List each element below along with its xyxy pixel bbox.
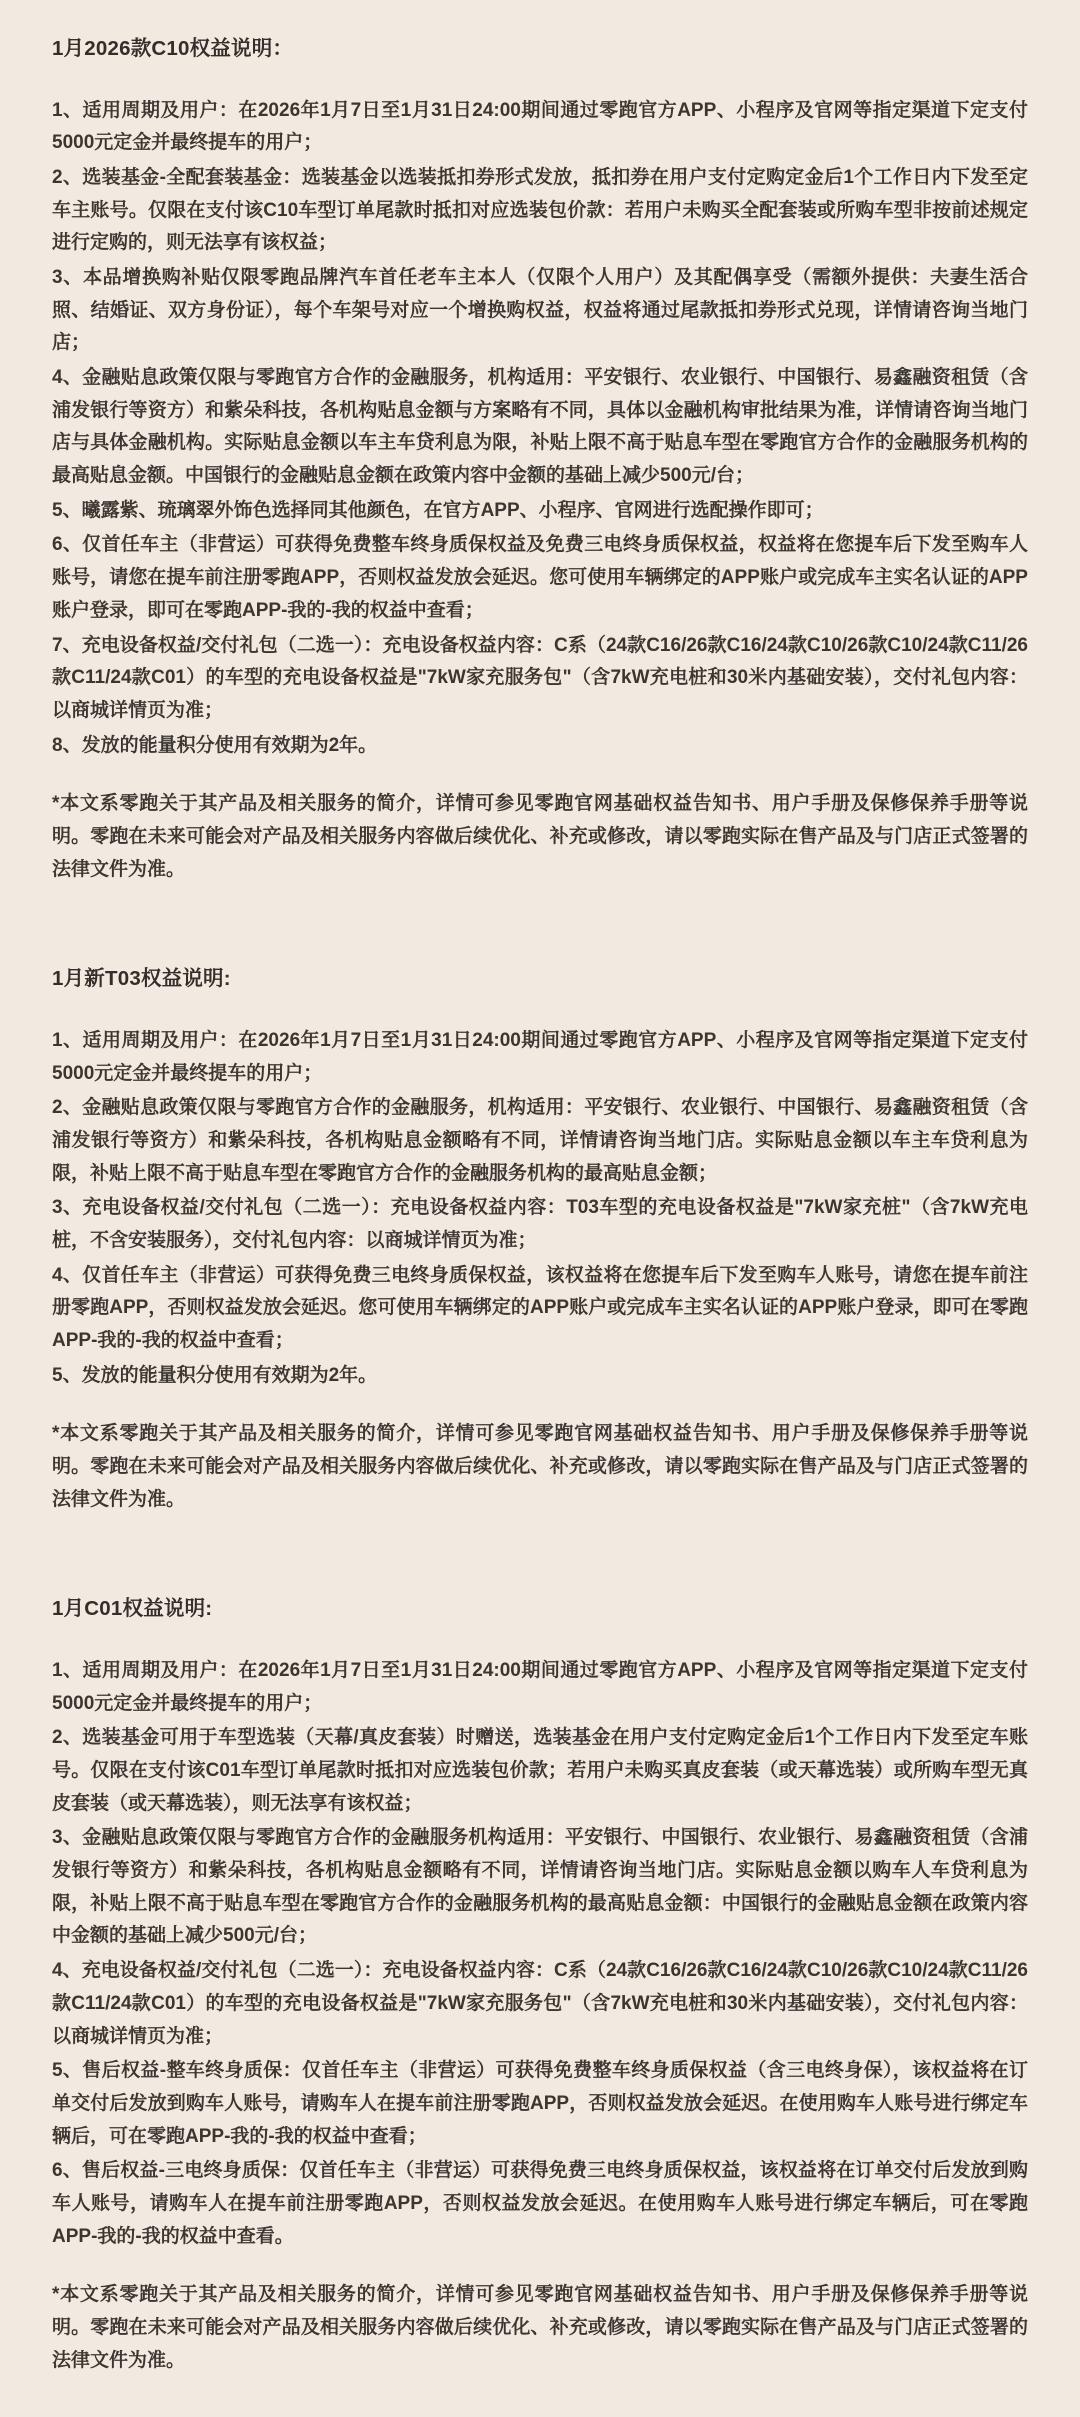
clause-item: 1、适用周期及用户：在2026年1月7日至1月31日24:00期间通过零跑官方APP、小程序及官网等指定渠道下定支付5000元定金并最终提车的用户； (52, 99, 1028, 154)
clause-item: 4、金融贴息政策仅限与零跑官方合作的金融服务，机构适用：平安银行、农业银行、中国银行、易鑫融资租赁（含浦发银行等资方）和紫朵科技，各机构贴息金额与方案略有不同，具体以金融机构审批结果为准，详情请咨询当地门店与具体金融机构。实际贴息金额以车主车贷利息为限，补贴上限不高于贴息车型在零跑官方合作的金融服务机构的最高贴息金额。中国银行的金融贴息金额在政策内容中金额的基础上减少500元/台； (52, 367, 1028, 487)
section-footnote: *本文系零跑关于其产品及相关服务的简介，详情可参见零跑官网基础权益告知书、用户手册及保修保养手册等说明。零跑在未来可能会对产品及相关服务内容做后续优化、补充或修改，请以零跑实际在售产品及与门店正式签署的法律文件为准。 (52, 1423, 1028, 1510)
section-title: 1月2026款C10权益说明： (52, 37, 294, 60)
clause-item: 7、充电设备权益/交付礼包（二选一）：充电设备权益内容：C系（24款C16/26款C16/24款C10/26款C10/24款C11/26款C11/24款C01）的车型的充电设备权益是"7kW家充服务包"（含7kW充电桩和30米内基础安装），交付礼包内容：以商城详情页为准； (52, 634, 1028, 721)
clause-item: 3、充电设备权益/交付礼包（二选一）：充电设备权益内容：T03车型的充电设备权益是"7kW家充桩"（含7kW充电桩，不含安装服务），交付礼包内容：以商城详情页为准； (52, 1197, 1028, 1251)
section-t03 (52, 964, 1028, 1516)
section-title: 1月C01权益说明: (52, 1597, 213, 1621)
section-c01 (52, 1594, 1028, 2377)
clause-item: 1、适用周期及用户：在2026年1月7日至1月31日24:00期间通过零跑官方APP、小程序及官网等指定渠道下定支付5000元定金并最终提车的用户； (52, 1029, 1028, 1084)
clause-item: 5、发放的能量积分使用有效期为2年。 (52, 1364, 378, 1386)
clause-item: 2、金融贴息政策仅限与零跑官方合作的金融服务，机构适用：平安银行、农业银行、中国银行、易鑫融资租赁（含浦发银行等资方）和紫朵科技，各机构贴息金额略有不同，详情请咨询当地门店。实际贴息金额以车主车贷利息为限，补贴上限不高于贴息车型在零跑官方合作的金融服务机构的最高贴息金额； (52, 1097, 1028, 1184)
clause-item: 2、选装基金可用于车型选装（天幕/真皮套装）时赠送，选装基金在用户支付定购定金后1个工作日内下发至定车账号。仅限在支付该C01车型订单尾款时抵扣对应选装包价款；若用户未购买真皮套装（或天幕选装）或所购车型无真皮套装（或天幕选装），则无法享有该权益； (52, 1727, 1028, 1814)
section-footnote: *本文系零跑关于其产品及相关服务的简介，详情可参见零跑官网基础权益告知书、用户手册及保修保养手册等说明。零跑在未来可能会对产品及相关服务内容做后续优化、补充或修改，请以零跑实际在售产品及与门店正式签署的法律文件为准。 (52, 2284, 1028, 2371)
clause-item: 6、仅首任车主（非营运）可获得免费整车终身质保权益及免费三电终身质保权益，权益将在您提车后下发至购车人账号，请您在提车前注册零跑APP，否则权益发放会延迟。您可使用车辆绑定的APP账户或完成车主实名认证的APP账户登录，即可在零跑APP-我的-我的权益中查看； (52, 534, 1028, 621)
section-footnote: *本文系零跑关于其产品及相关服务的简介，详情可参见零跑官网基础权益告知书、用户手册及保修保养手册等说明。零跑在未来可能会对产品及相关服务内容做后续优化、补充或修改，请以零跑实际在售产品及与门店正式签署的法律文件为准。 (52, 793, 1028, 880)
clause-item: 2、选装基金-全配套装基金：选装基金以选装抵扣券形式发放，抵扣券在用户支付定购定金后1个工作日内下发至定车主账号。仅限在支付该C10车型订单尾款时抵扣对应选装包价款：若用户未购买全配套装或所购车型非按前述规定进行定购的，则无法享有该权益； (52, 167, 1028, 254)
clause-item: 6、售后权益-三电终身质保：仅首任车主（非营运）可获得免费三电终身质保权益，该权益将在订单交付后发放到购车人账号，请购车人在提车前注册零跑APP，否则权益发放会延迟。在使用购车人账号进行绑定车辆后，可在零跑APP-我的-我的权益中查看。 (52, 2160, 1028, 2247)
clause-item: 4、仅首任车主（非营运）可获得免费三电终身质保权益，该权益将在您提车后下发至购车人账号，请您在提车前注册零跑APP，否则权益发放会延迟。您可使用车辆绑定的APP账户或完成车主实名认证的APP账户登录，即可在零跑APP-我的-我的权益中查看； (52, 1264, 1028, 1351)
clause-item: 1、适用周期及用户：在2026年1月7日至1月31日24:00期间通过零跑官方APP、小程序及官网等指定渠道下定支付5000元定金并最终提车的用户； (52, 1660, 1028, 1714)
clause-item: 3、金融贴息政策仅限与零跑官方合作的金融服务机构适用：平安银行、中国银行、农业银行、易鑫融资租赁（含浦发银行等资方）和紫朵科技，各机构贴息金额略有不同，详情请咨询当地门店。实际贴息金额以购车人车贷利息为限，补贴上限不高于贴息车型在零跑官方合作的金融服务机构的最高贴息金额：中国银行的金融贴息金额在政策内容中金额的基础上减少500元/台； (52, 1827, 1028, 1947)
clause-item: 4、充电设备权益/交付礼包（二选一）：充电设备权益内容：C系（24款C16/26款C16/24款C10/26款C10/24款C11/26款C11/24款C01）的车型的充电设备权益是"7kW家充服务包"（含7kW充电桩和30米内基础安装），交付礼包内容：以商城详情页为准； (52, 1960, 1028, 2047)
clause-item: 5、售后权益-整车终身质保：仅首任车主（非营运）可获得免费整车终身质保权益（含三电终身保），该权益将在订单交付后发放到购车人账号，请购车人在提车前注册零跑APP，否则权益发放会延迟。在使用购车人账号进行绑定车辆后，可在零跑APP-我的-我的权益中查看； (52, 2060, 1028, 2147)
section-c10 (52, 34, 1028, 886)
clause-item: 5、曦露紫、琉璃翠外饰色选择同其他颜色，在官方APP、小程序、官网进行选配操作即可； (52, 499, 824, 521)
clause-item: 3、本品增换购补贴仅限零跑品牌汽车首任老车主本人（仅限个人用户）及其配偶享受（需额外提供：夫妻生活合照、结婚证、双方身份证），每个车架号对应一个增换购权益，权益将通过尾款抵扣券形式兑现，详情请咨询当地门店； (52, 267, 1028, 354)
clause-item: 8、发放的能量积分使用有效期为2年。 (52, 734, 378, 756)
section-title: 1月新T03权益说明: (52, 967, 231, 991)
